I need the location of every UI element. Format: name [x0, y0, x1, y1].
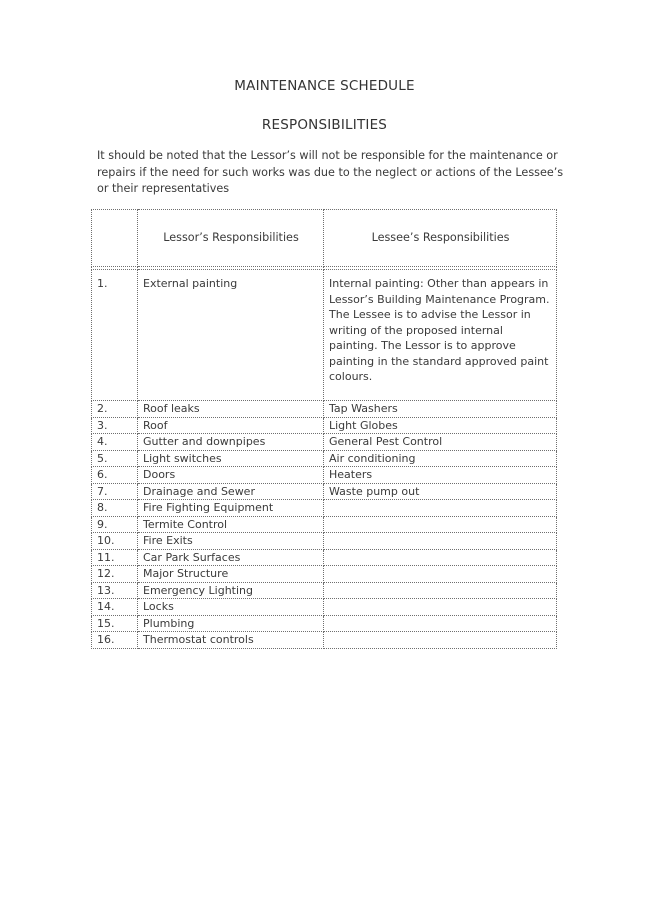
- row-number: 15.: [92, 615, 138, 632]
- responsibilities-table: [91, 209, 557, 649]
- row-number: 12.: [92, 566, 138, 583]
- table-row: [92, 270, 557, 401]
- lessor-cell: Locks: [138, 599, 324, 616]
- lessor-cell: Drainage and Sewer: [138, 483, 324, 500]
- lessee-cell: [324, 549, 557, 566]
- lessee-cell: [324, 599, 557, 616]
- table-row: [92, 516, 557, 533]
- table-header-row: [92, 210, 557, 267]
- lessor-cell: Roof: [138, 417, 324, 434]
- lessor-cell: Thermostat controls: [138, 632, 324, 649]
- table-row: [92, 566, 557, 583]
- lessee-cell: [324, 615, 557, 632]
- lessor-cell: Fire Fighting Equipment: [138, 500, 324, 517]
- intro-paragraph: [97, 148, 567, 198]
- lessee-cell: Internal painting: Other than appears in Lessor’s Building Maintenance Program. The Lessee is to advise the Lessor in writing of the proposed internal painting. The Lessor is to approve painting in the standard approved paint colours.: [324, 270, 557, 401]
- lessor-cell: Light switches: [138, 450, 324, 467]
- table-row: [92, 500, 557, 517]
- lessee-cell: [324, 516, 557, 533]
- table-row: [92, 483, 557, 500]
- row-number: 8.: [92, 500, 138, 517]
- row-number: 16.: [92, 632, 138, 649]
- row-number: 7.: [92, 483, 138, 500]
- page-subtitle: RESPONSIBILITIES: [261, 117, 388, 133]
- row-number: 2.: [92, 401, 138, 418]
- row-number: 4.: [92, 434, 138, 451]
- lessee-cell: Heaters: [324, 467, 557, 484]
- header-number: [92, 210, 138, 267]
- row-number: 13.: [92, 582, 138, 599]
- lessor-cell: Doors: [138, 467, 324, 484]
- header-lessor: Lessor’s Responsibilities: [138, 210, 324, 267]
- row-number: 14.: [92, 599, 138, 616]
- table-row: [92, 533, 557, 550]
- row-number: 5.: [92, 450, 138, 467]
- lessor-cell: Roof leaks: [138, 401, 324, 418]
- lessor-cell: Fire Exits: [138, 533, 324, 550]
- lessee-cell: [324, 533, 557, 550]
- lessee-cell: Air conditioning: [324, 450, 557, 467]
- table-row: [92, 434, 557, 451]
- lessor-cell: Gutter and downpipes: [138, 434, 324, 451]
- table-row: [92, 582, 557, 599]
- lessee-cell: Waste pump out: [324, 483, 557, 500]
- lessor-cell: Car Park Surfaces: [138, 549, 324, 566]
- table-row: [92, 450, 557, 467]
- lessor-cell: Plumbing: [138, 615, 324, 632]
- lessor-cell: Termite Control: [138, 516, 324, 533]
- row-number: 6.: [92, 467, 138, 484]
- table-row: [92, 632, 557, 649]
- row-number: 11.: [92, 549, 138, 566]
- row-number: 9.: [92, 516, 138, 533]
- table-row: [92, 417, 557, 434]
- table-row: [92, 615, 557, 632]
- table-row: [92, 467, 557, 484]
- lessee-cell: Tap Washers: [324, 401, 557, 418]
- lessee-cell: [324, 500, 557, 517]
- table-row: [92, 599, 557, 616]
- lessee-cell: [324, 632, 557, 649]
- row-number: 1.: [92, 270, 138, 401]
- lessee-cell: [324, 582, 557, 599]
- intro-text: It should be noted that the Lessor’s will not be responsible for the maintenance or repairs if the need for such works was due to the neglect or actions of the Lessee’s or their representatives: [97, 149, 564, 195]
- lessor-cell: Emergency Lighting: [138, 582, 324, 599]
- lessor-cell: Major Structure: [138, 566, 324, 583]
- lessee-cell: [324, 566, 557, 583]
- row-number: 10.: [92, 533, 138, 550]
- table-row: [92, 549, 557, 566]
- header-lessee: Lessee’s Responsibilities: [324, 210, 557, 267]
- lessee-cell: General Pest Control: [324, 434, 557, 451]
- lessor-cell: External painting: [138, 270, 324, 401]
- row-number: 3.: [92, 417, 138, 434]
- page-title: MAINTENANCE SCHEDULE: [234, 78, 415, 94]
- table-row: [92, 401, 557, 418]
- lessee-cell: Light Globes: [324, 417, 557, 434]
